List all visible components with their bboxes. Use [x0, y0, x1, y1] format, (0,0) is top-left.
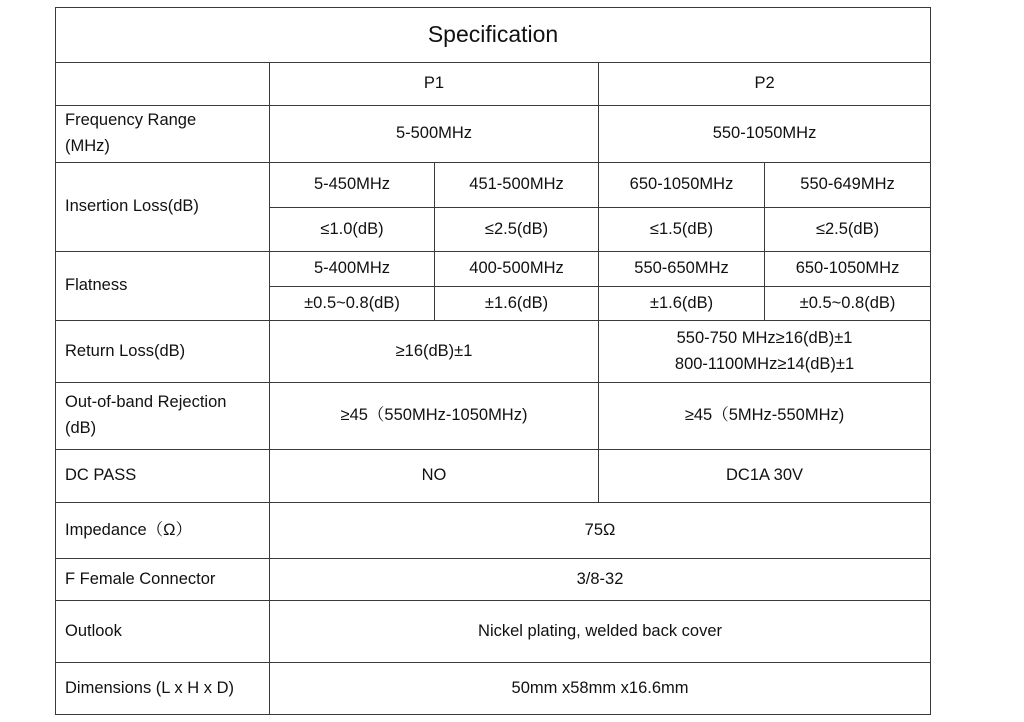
- row-label-flatness: Flatness: [56, 252, 270, 321]
- insertion-loss-band: 550-649MHz: [765, 163, 931, 208]
- row-label-line: (MHz): [65, 137, 110, 155]
- impedance-value: 75Ω: [270, 503, 931, 559]
- row-label-frequency-range: [56, 106, 270, 163]
- header-empty-cell: [56, 63, 270, 106]
- dc-pass-p2: DC1A 30V: [599, 450, 931, 503]
- flatness-value: ±0.5~0.8(dB): [765, 287, 931, 321]
- row-label-dc-pass: DC PASS: [56, 450, 270, 503]
- f-female-connector-value: 3/8-32: [270, 559, 931, 601]
- table-row: [56, 601, 931, 663]
- header-row: [56, 63, 931, 106]
- table-title: Specification: [56, 8, 931, 63]
- insertion-loss-band: 5-450MHz: [270, 163, 435, 208]
- insertion-loss-band: 650-1050MHz: [599, 163, 765, 208]
- row-label-return-loss: Return Loss(dB): [56, 321, 270, 383]
- frequency-range-p2: 550-1050MHz: [599, 106, 931, 163]
- table-row: [56, 252, 931, 287]
- insertion-loss-value: ≤2.5(dB): [435, 208, 599, 252]
- table-row: [56, 321, 931, 383]
- row-label-dimensions: Dimensions (L x H x D): [56, 663, 270, 715]
- column-header-p2: P2: [599, 63, 931, 106]
- row-label-impedance: Impedance（Ω）: [56, 503, 270, 559]
- table-row: [56, 663, 931, 715]
- flatness-band: 400-500MHz: [435, 252, 599, 287]
- title-row: [56, 8, 931, 63]
- table-row: [56, 559, 931, 601]
- flatness-band: 650-1050MHz: [765, 252, 931, 287]
- insertion-loss-value: ≤1.0(dB): [270, 208, 435, 252]
- dimensions-value: 50mm x58mm x16.6mm: [270, 663, 931, 715]
- specification-table: [55, 7, 931, 715]
- table-row: [56, 503, 931, 559]
- return-loss-p2: [599, 321, 931, 383]
- table-row: [56, 383, 931, 450]
- insertion-loss-value: ≤2.5(dB): [765, 208, 931, 252]
- table-row: [56, 450, 931, 503]
- flatness-value: ±1.6(dB): [599, 287, 765, 321]
- flatness-band: 550-650MHz: [599, 252, 765, 287]
- return-loss-p1: ≥16(dB)±1: [270, 321, 599, 383]
- return-loss-p2-line: 550-750 MHz≥16(dB)±1: [676, 328, 853, 347]
- flatness-value: ±0.5~0.8(dB): [270, 287, 435, 321]
- row-label-insertion-loss: Insertion Loss(dB): [56, 163, 270, 252]
- insertion-loss-band: 451-500MHz: [435, 163, 599, 208]
- row-label-out-of-band-rejection: [56, 383, 270, 450]
- flatness-value: ±1.6(dB): [435, 287, 599, 321]
- out-of-band-rejection-p1: ≥45（550MHz-1050MHz): [270, 383, 599, 450]
- table-row: [56, 163, 931, 208]
- row-label-line: Frequency Range: [65, 111, 197, 130]
- out-of-band-rejection-p2: ≥45（5MHz-550MHz): [599, 383, 931, 450]
- row-label-f-female-connector: F Female Connector: [56, 559, 270, 601]
- row-label-line: (dB): [65, 419, 97, 437]
- dc-pass-p1: NO: [270, 450, 599, 503]
- frequency-range-p1: 5-500MHz: [270, 106, 599, 163]
- table-row: [56, 106, 931, 163]
- outlook-value: Nickel plating, welded back cover: [270, 601, 931, 663]
- return-loss-p2-line: 800-1100MHz≥14(dB)±1: [674, 354, 855, 373]
- row-label-line: Out-of-band Rejection: [65, 393, 227, 412]
- column-header-p1: P1: [270, 63, 599, 106]
- insertion-loss-value: ≤1.5(dB): [599, 208, 765, 252]
- row-label-outlook: Outlook: [56, 601, 270, 663]
- flatness-band: 5-400MHz: [270, 252, 435, 287]
